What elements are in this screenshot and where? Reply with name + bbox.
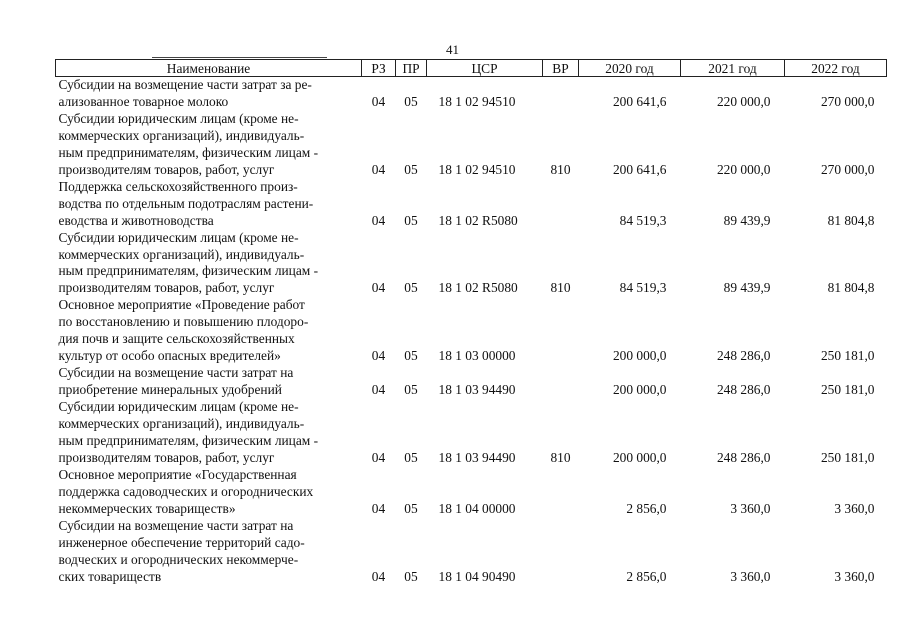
row-name-line: Субсидии на возмещение части затрат на (58, 517, 294, 533)
table-row (56, 399, 887, 467)
table-row (56, 467, 887, 518)
row-vr: 810 (550, 449, 571, 465)
row-2021: 3 360,0 (730, 500, 771, 516)
row-name-line: ских товариществ (58, 568, 162, 584)
row-2020: 84 519,3 (619, 280, 667, 296)
row-2022: 81 804,8 (827, 212, 875, 228)
row-2021: 248 286,0 (716, 382, 771, 398)
row-name-line: дия почв и защите сельскохозяйственных (58, 331, 295, 347)
row-name-line: Поддержка сельскохозяйственного произ- (58, 178, 298, 194)
row-2022: 270 000,0 (820, 93, 875, 109)
row-2022: 250 181,0 (820, 449, 875, 465)
row-vr (543, 467, 579, 518)
header-csr: ЦСР (427, 60, 543, 77)
header-name: Наименование (56, 60, 362, 77)
row-vr: 810 (550, 280, 571, 296)
row-name-line: коммерческих организаций), индивидуаль- (58, 127, 305, 143)
row-csr: 18 1 03 94490 (438, 449, 516, 465)
row-name (56, 297, 362, 365)
header-2020: 2020 год (579, 60, 681, 77)
row-name-line: культур от особо опасных вредителей» (58, 348, 281, 364)
row-name-line: еводства и животноводства (58, 212, 214, 228)
row-rz: 04 (371, 212, 386, 228)
row-2020: 200 000,0 (612, 449, 667, 465)
row-name-line: ным предпринимателям, физическим лицам - (58, 144, 319, 160)
row-csr: 18 1 04 00000 (438, 500, 516, 516)
row-pr: 05 (404, 382, 418, 398)
row-name-line: коммерческих организаций), индивидуаль- (58, 246, 305, 262)
row-2022: 250 181,0 (820, 348, 875, 364)
row-csr: 18 1 02 94510 (438, 93, 516, 109)
table-row (56, 230, 887, 298)
row-pr: 05 (404, 212, 418, 228)
page-number: 41 (446, 42, 459, 57)
row-vr (543, 179, 579, 230)
row-name-line: ным предпринимателям, физическим лицам - (58, 263, 319, 279)
row-2021: 3 360,0 (730, 568, 771, 584)
row-name-line: инженерное обеспечение территорий садо- (58, 534, 305, 550)
row-2021: 89 439,9 (723, 280, 771, 296)
row-vr (543, 518, 579, 586)
row-2021: 220 000,0 (716, 161, 771, 177)
row-vr: 810 (550, 161, 571, 177)
row-2021: 220 000,0 (716, 93, 771, 109)
row-name-line: по восстановлению и повышению плодоро- (58, 314, 309, 330)
row-name-line: коммерческих организаций), индивидуаль- (58, 416, 305, 432)
row-name (56, 179, 362, 230)
row-2022: 81 804,8 (827, 280, 875, 296)
row-csr: 18 1 03 94490 (438, 382, 516, 398)
row-csr: 18 1 02 94510 (438, 161, 516, 177)
header-rz: РЗ (362, 60, 396, 77)
row-name-line: производителям товаров, работ, услуг (58, 161, 275, 177)
row-name-line: производителям товаров, работ, услуг (58, 449, 275, 465)
row-name (56, 230, 362, 298)
table-row (56, 77, 887, 111)
row-rz: 04 (371, 280, 386, 296)
row-name-line: производителям товаров, работ, услуг (58, 280, 275, 296)
row-pr: 05 (404, 280, 418, 296)
row-name-line: Субсидии на возмещение части затрат на (58, 365, 294, 381)
header-rule (152, 57, 327, 58)
header-vr: ВР (543, 60, 579, 77)
row-name-line: Субсидии юридическим лицам (кроме не- (58, 110, 299, 126)
row-name (56, 365, 362, 399)
row-csr: 18 1 02 R5080 (438, 280, 518, 296)
row-rz: 04 (371, 93, 386, 109)
row-pr: 05 (404, 500, 418, 516)
row-name-line: поддержка садоводческих и огороднических (58, 483, 314, 499)
row-pr: 05 (404, 161, 418, 177)
header-2021: 2021 год (681, 60, 785, 77)
row-pr: 05 (404, 449, 418, 465)
row-name-line: ализованное товарное молоко (58, 93, 229, 109)
row-csr: 18 1 04 90490 (438, 568, 516, 584)
row-2022: 250 181,0 (820, 382, 875, 398)
row-name-line: некоммерческих товариществ» (58, 500, 236, 516)
row-csr: 18 1 02 R5080 (438, 212, 518, 228)
row-name-line: водческих и огороднических некоммерче- (58, 551, 299, 567)
row-rz: 04 (371, 382, 386, 398)
row-2021: 89 439,9 (723, 212, 771, 228)
table-header (56, 60, 887, 77)
row-2020: 2 856,0 (626, 568, 667, 584)
table-row (56, 365, 887, 399)
budget-table (55, 59, 887, 586)
row-2022: 270 000,0 (820, 161, 875, 177)
row-name (56, 111, 362, 179)
row-name (56, 467, 362, 518)
table-row (56, 111, 887, 179)
row-2020: 2 856,0 (626, 500, 667, 516)
row-2022: 3 360,0 (834, 568, 875, 584)
row-rz: 04 (371, 161, 386, 177)
row-vr (543, 77, 579, 111)
row-name-line: Основное мероприятие «Проведение работ (58, 297, 305, 313)
row-name-line: Субсидии юридическим лицам (кроме не- (58, 399, 299, 415)
row-2020: 200 000,0 (612, 348, 667, 364)
row-name (56, 399, 362, 467)
row-name (56, 77, 362, 111)
row-2020: 200 641,6 (612, 161, 667, 177)
row-pr: 05 (404, 93, 418, 109)
row-name-line: ным предпринимателям, физическим лицам - (58, 433, 319, 449)
row-2022: 3 360,0 (834, 500, 875, 516)
table-row (56, 518, 887, 586)
row-name-line: Субсидии на возмещение части затрат за ре- (58, 77, 312, 92)
row-2020: 200 641,6 (612, 93, 667, 109)
row-2020: 84 519,3 (619, 212, 667, 228)
row-name-line: водства по отдельным подотраслям растени- (58, 195, 314, 211)
table-row (56, 297, 887, 365)
row-name-line: приобретение минеральных удобрений (58, 382, 282, 398)
row-name-line: Основное мероприятие «Государственная (58, 466, 297, 482)
row-vr (543, 365, 579, 399)
row-rz: 04 (371, 348, 386, 364)
row-2020: 200 000,0 (612, 382, 667, 398)
row-rz: 04 (371, 449, 386, 465)
row-2021: 248 286,0 (716, 449, 771, 465)
row-csr: 18 1 03 00000 (438, 348, 516, 364)
table-row (56, 179, 887, 230)
row-2021: 248 286,0 (716, 348, 771, 364)
row-pr: 05 (404, 568, 418, 584)
table-body (56, 77, 887, 586)
row-vr (543, 297, 579, 365)
row-rz: 04 (371, 568, 386, 584)
row-rz: 04 (371, 500, 386, 516)
row-pr: 05 (404, 348, 418, 364)
header-pr: ПР (396, 60, 427, 77)
row-name (56, 518, 362, 586)
header-row (56, 60, 887, 77)
header-2022: 2022 год (785, 60, 887, 77)
row-name-line: Субсидии юридическим лицам (кроме не- (58, 229, 299, 245)
